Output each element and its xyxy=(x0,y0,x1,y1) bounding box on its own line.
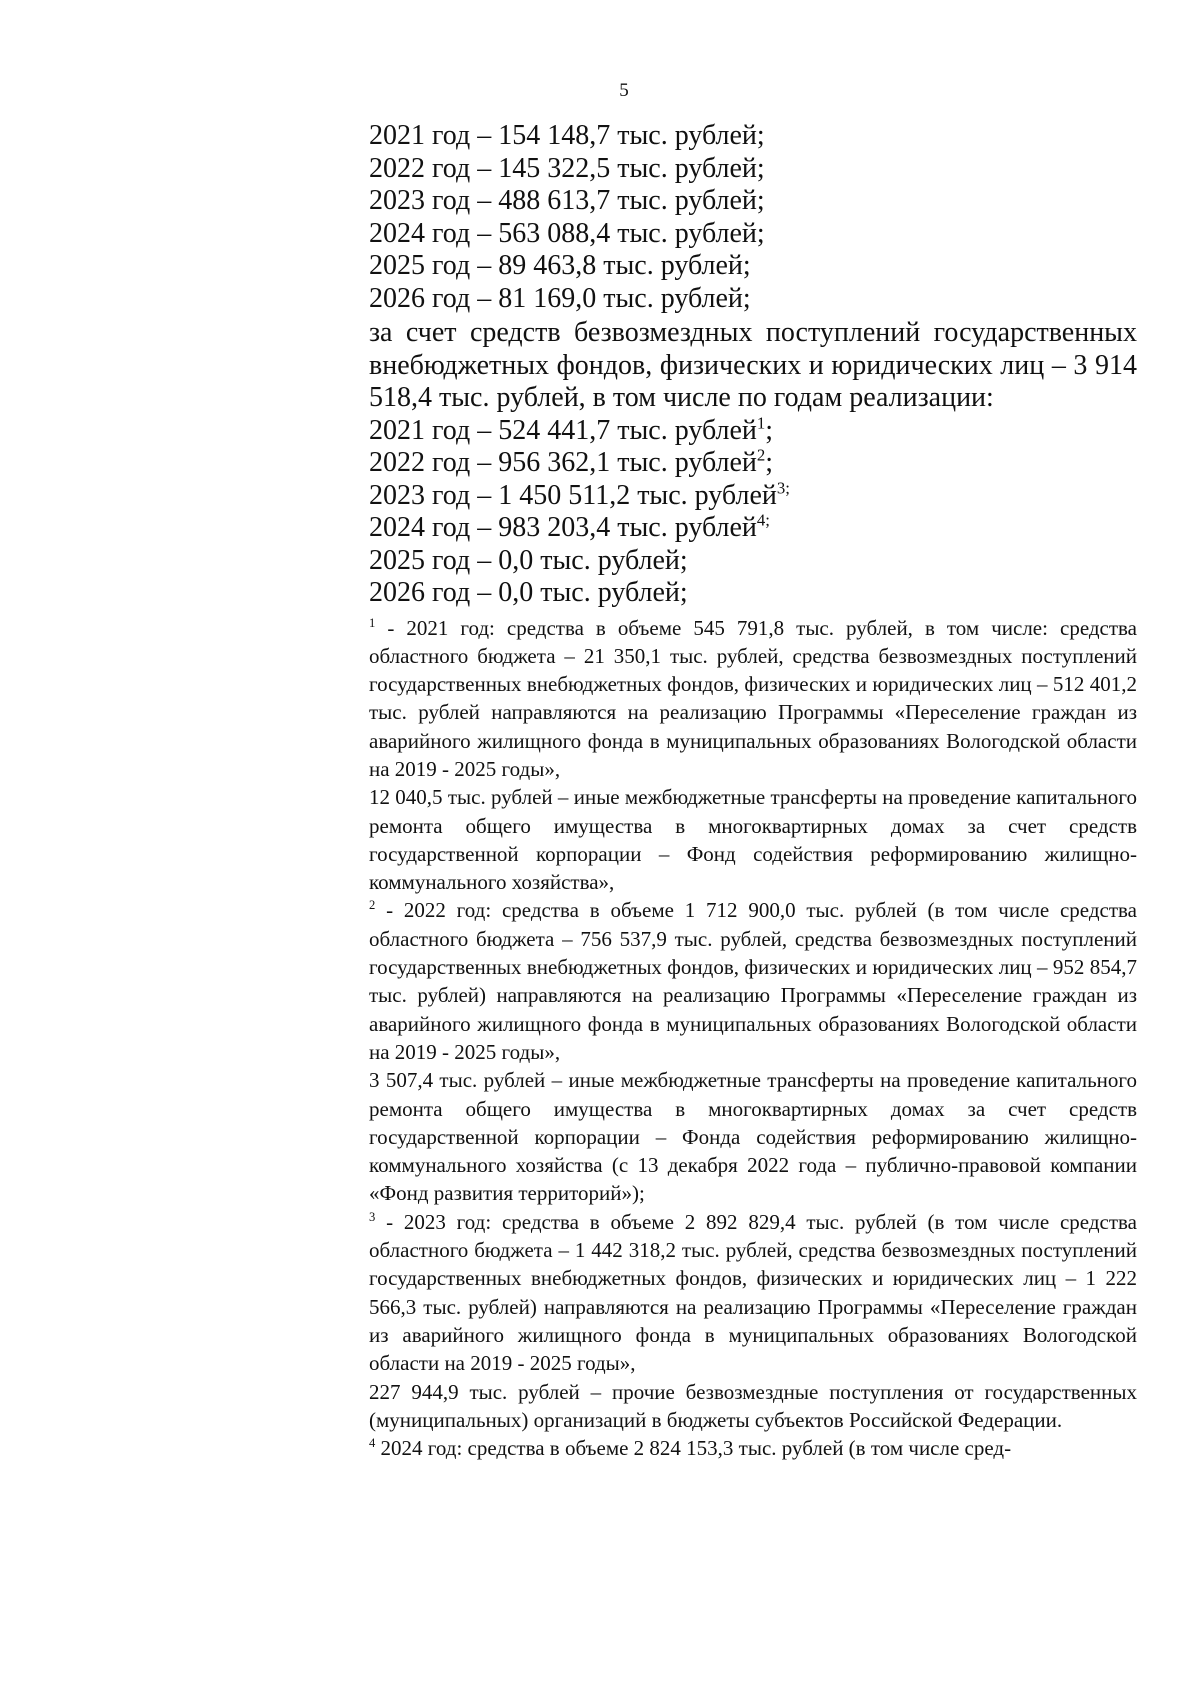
footnote xyxy=(369,1434,1137,1462)
footnote-text: 2024 год: средства в объеме 2 824 153,3 тыс. рублей (в том числе сред- xyxy=(375,1436,1012,1461)
page-number: 5 xyxy=(619,80,629,101)
footnote-continuation xyxy=(369,1066,1137,1207)
extrabudgetary-year-line xyxy=(369,577,1137,610)
extrabudgetary-year-line xyxy=(369,415,1137,448)
line-end: ; xyxy=(765,447,774,478)
budget-year-line: 2023 год – 488 613,7 тыс. рублей; xyxy=(369,185,765,216)
extrabudgetary-intro: за счет средств безвозмездных поступлений государственных внебюджетных фондов, физических и юридических лиц – 3 914 518,4 тыс. рублей, в том числе по годам реализации: xyxy=(369,317,1137,413)
budget-year-line: 2021 год – 154 148,7 тыс. рублей; xyxy=(369,120,765,151)
footnote-text: - 2021 год: средства в объеме 545 791,8 тыс. рублей, в том числе: средства областного бюджета – 21 350,1 тыс. рублей, средства безвозмездных поступлений государственных внебюджетных фондов, физических и юридических лиц – 512 401,2 тыс. рублей направляются на реализацию Программы «Переселение граждан из аварийного жилищного фонда в муниципальных образованиях Вологодской области на 2019 - 2025 годы», xyxy=(369,615,1137,781)
footnote-text: 3 507,4 тыс. рублей – иные межбюджетные трансферты на проведение капитального ремонта общего имущества в многоквартирных домах за счет средств государственной корпорации – Фонда содействия реформированию жилищно-коммунального хозяйства (с 13 декабря 2022 года – публично-правовой компании «Фонд развития территорий»); xyxy=(369,1068,1137,1206)
footnote xyxy=(369,614,1137,784)
budget-year-line: 2022 год – 145 322,5 тыс. рублей; xyxy=(369,152,765,184)
document-body xyxy=(369,120,1137,1462)
footnote-mark: 4 xyxy=(369,1436,376,1451)
budget-year-line: 2025 год – 89 463,8 тыс. рублей; xyxy=(369,250,751,281)
footnote-text: - 2022 год: средства в объеме 1 712 900,0 тыс. рублей (в том числе средства областного бюджета – 756 537,9 тыс. рублей, средства безвозмездных поступлений государственных внебюджетных фондов, физических и юридических лиц – 952 854,7 тыс. рублей) направляются на реализацию Программы «Переселение граждан из аварийного жилищного фонда в муниципальных образованиях Вологодской области на 2019 - 2025 годы», xyxy=(369,898,1137,1064)
extrabudgetary-year-line xyxy=(369,545,1137,578)
footnote-ref: 4; xyxy=(756,510,770,530)
footnote-continuation xyxy=(369,1378,1137,1435)
budget-year-line: 2024 год – 563 088,4 тыс. рублей; xyxy=(369,217,765,249)
footnote-ref: 1 xyxy=(756,413,766,433)
budget-year-line: 2026 год – 81 169,0 тыс. рублей; xyxy=(369,282,751,314)
extrabudgetary-year-line xyxy=(369,480,1137,513)
footnote-ref: 3; xyxy=(776,478,790,498)
year-text: 2023 год – 1 450 511,2 тыс. рублей xyxy=(369,479,777,511)
year-text: 2021 год – 524 441,7 тыс. рублей xyxy=(369,414,757,446)
footnote-text: - 2023 год: средства в объеме 2 892 829,4 тыс. рублей (в том числе средства областного бюджета – 1 442 318,2 тыс. рублей, средства безвозмездных поступлений государственных внебюджетных фондов, физических и юридических лиц – 1 222 566,3 тыс. рублей) направляются на реализацию Программы «Переселение граждан из аварийного жилищного фонда в муниципальных образованиях Вологодской области на 2019 - 2025 годы», xyxy=(369,1209,1137,1376)
extrabudgetary-year-line xyxy=(369,447,1137,480)
year-text: 2024 год – 983 203,4 тыс. рублей xyxy=(369,512,757,543)
year-text: 2025 год – 0,0 тыс. рублей; xyxy=(369,544,688,576)
footnote-mark: 1 xyxy=(369,615,376,630)
year-text: 2022 год – 956 362,1 тыс. рублей xyxy=(369,447,757,478)
footnotes xyxy=(369,614,1137,1463)
footnote-ref: 2 xyxy=(756,445,766,465)
regional-budget-list xyxy=(369,120,1137,315)
footnote xyxy=(369,896,1137,1066)
extrabudgetary-list xyxy=(369,415,1137,610)
line-end: ; xyxy=(765,414,774,446)
footnote-text: 227 944,9 тыс. рублей – прочие безвозмездные поступления от государственных (муниципальных) организаций в бюджеты субъектов Российской Федерации. xyxy=(369,1379,1137,1432)
footnote xyxy=(369,1208,1137,1378)
year-text: 2026 год – 0,0 тыс. рублей; xyxy=(369,577,688,608)
footnote-mark: 3 xyxy=(369,1209,376,1224)
extrabudgetary-year-line xyxy=(369,512,1137,545)
footnote-text: 12 040,5 тыс. рублей – иные межбюджетные трансферты на проведение капитального ремонта общего имущества в многоквартирных домах за счет средств государственной корпорации – Фонд содействия реформированию жилищно-коммунального хозяйства», xyxy=(369,785,1137,895)
footnote-continuation xyxy=(369,783,1137,896)
footnote-mark: 2 xyxy=(369,898,376,913)
